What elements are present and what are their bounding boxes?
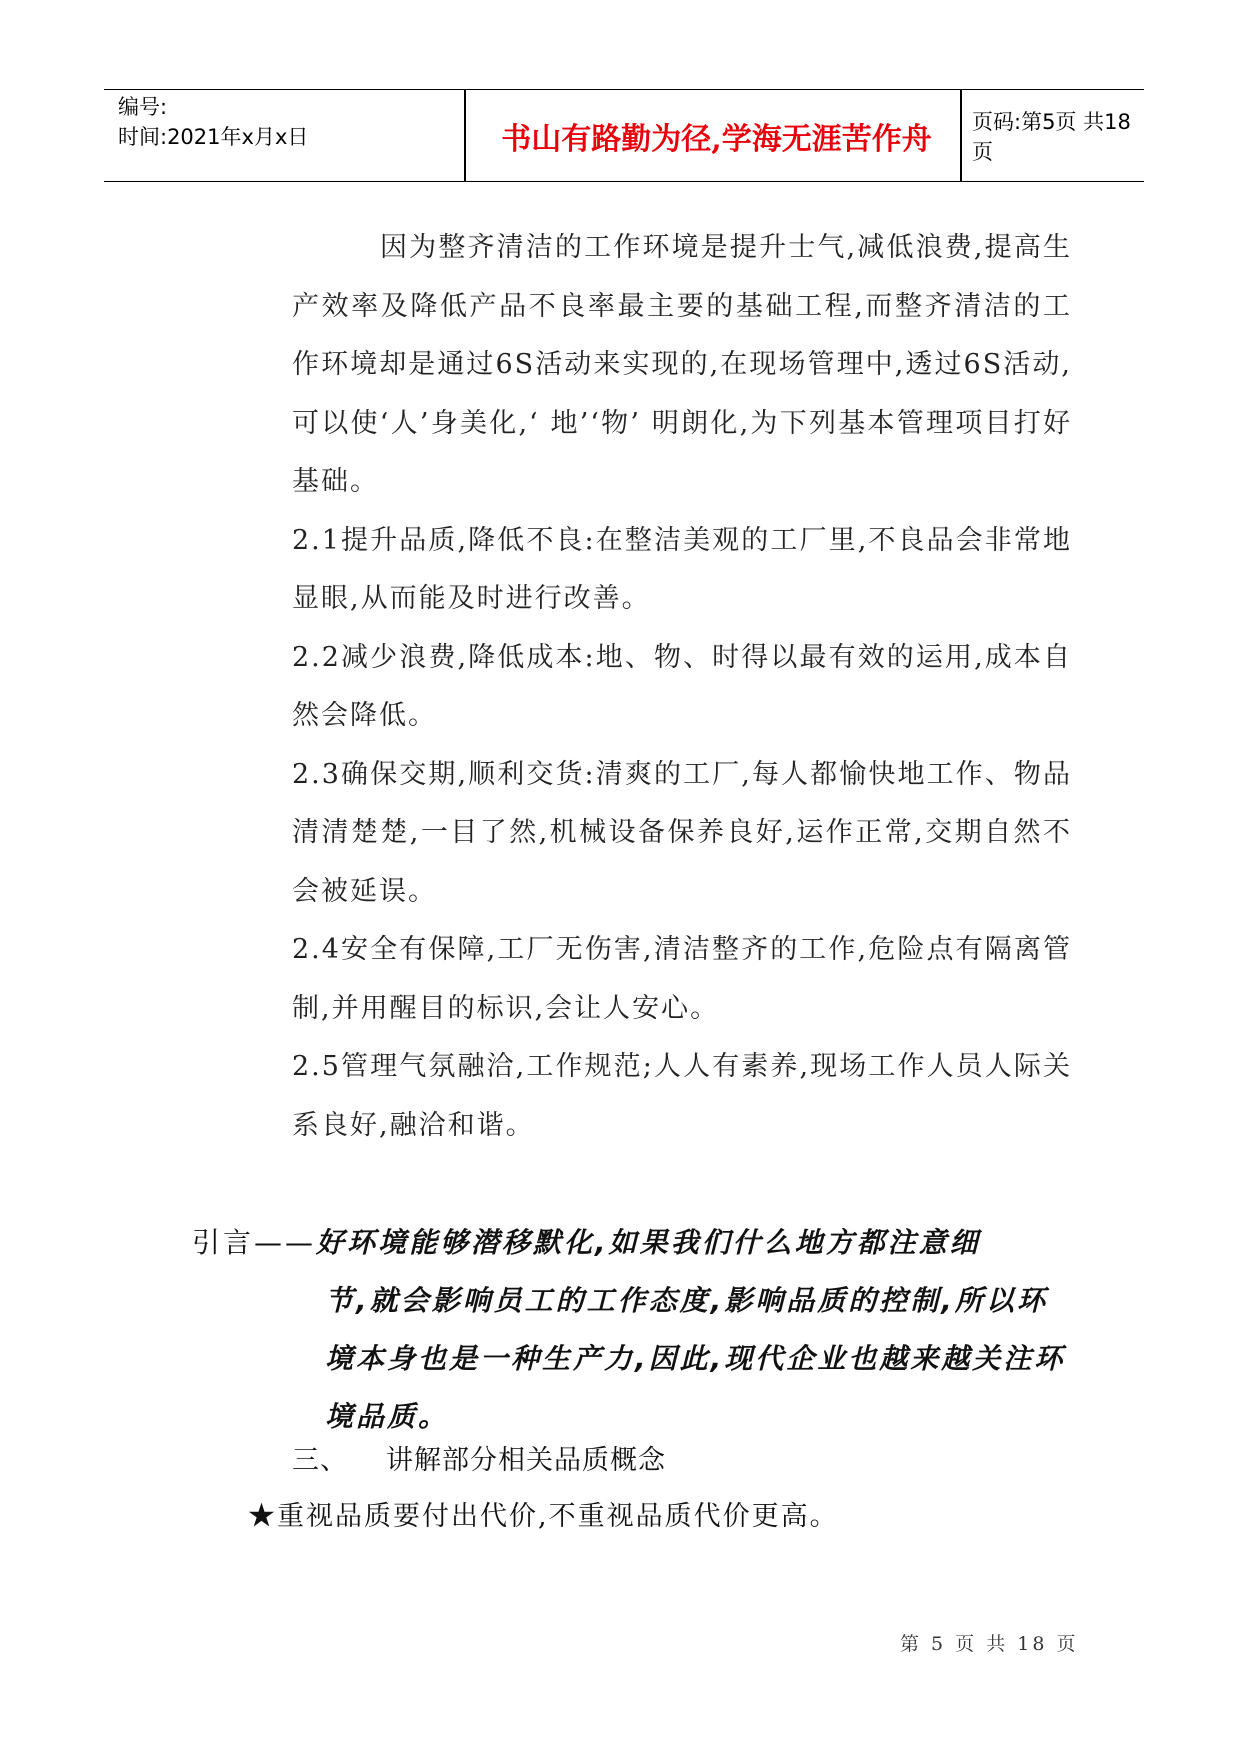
list-item: 2.3确保交期,顺利交货:清爽的工厂,每人都愉快地工作、物品清清楚楚,一目了然,机械设备保养良好,运作正常,交期自然不会被延误。: [292, 758, 1072, 907]
header-meta: [118, 92, 468, 152]
page-header: [104, 89, 1144, 182]
document-number-label: 编号:: [118, 95, 168, 119]
intro-block: [192, 1214, 1072, 1446]
header-motto: 书山有路勤为径,学海无涯苦作舟: [501, 121, 932, 157]
intro-line1: 好环境能够潜移默化,如果我们什么地方都注意细: [316, 1226, 981, 1259]
section-heading: [292, 1438, 666, 1477]
intro-rest: 节,就会影响员工的工作态度,影响品质的控制,所以环境本身也是一种生产力,因此,现代企业也越来越关注环境品质。: [325, 1284, 1066, 1433]
list-item: 2.4安全有保障,工厂无伤害,清洁整齐的工作,危险点有隔离管制,并用醒目的标识,会让人安心。: [292, 934, 1072, 1024]
list-item: 2.2减少浪费,降低成本:地、物、时得以最有效的运用,成本自然会降低。: [292, 641, 1072, 731]
star-statement: ★重视品质要付出代价,不重视品质代价更高。: [248, 1501, 839, 1532]
list-item: 2.5管理气氛融洽,工作规范;人人有素养,现场工作人员人际关系良好,融洽和谐。: [292, 1051, 1072, 1141]
intro-first-line: [192, 1214, 1072, 1272]
intro-label: 引言——: [192, 1226, 317, 1259]
section-number: 三、: [292, 1445, 348, 1476]
header-divider: [464, 90, 466, 181]
body-content: [292, 219, 1072, 1155]
list-item: 2.1提升品质,降低不良:在整洁美观的工厂里,不良品会非常地显眼,从而能及时进行改善。: [292, 524, 1072, 614]
section-title: 讲解部分相关品质概念: [386, 1445, 666, 1476]
body-paragraph: 因为整齐清洁的工作环境是提升士气,减低浪费,提高生产效率及降低产品不良率最主要的基础工程,而整齐清洁的工作环境却是通过6S活动来实现的,在现场管理中,透过6S活动,可以使‘人’身美化,‘ 地’‘物’ 明朗化,为下列基本管理项目打好基础。: [292, 232, 1072, 497]
header-page-info: 页码:第5页 共18页: [972, 109, 1131, 164]
document-time-label: 时间:2021年x月x日: [118, 125, 309, 149]
header-divider: [960, 90, 962, 181]
page-footer: 第 5 页 共 18 页: [900, 1633, 1079, 1655]
